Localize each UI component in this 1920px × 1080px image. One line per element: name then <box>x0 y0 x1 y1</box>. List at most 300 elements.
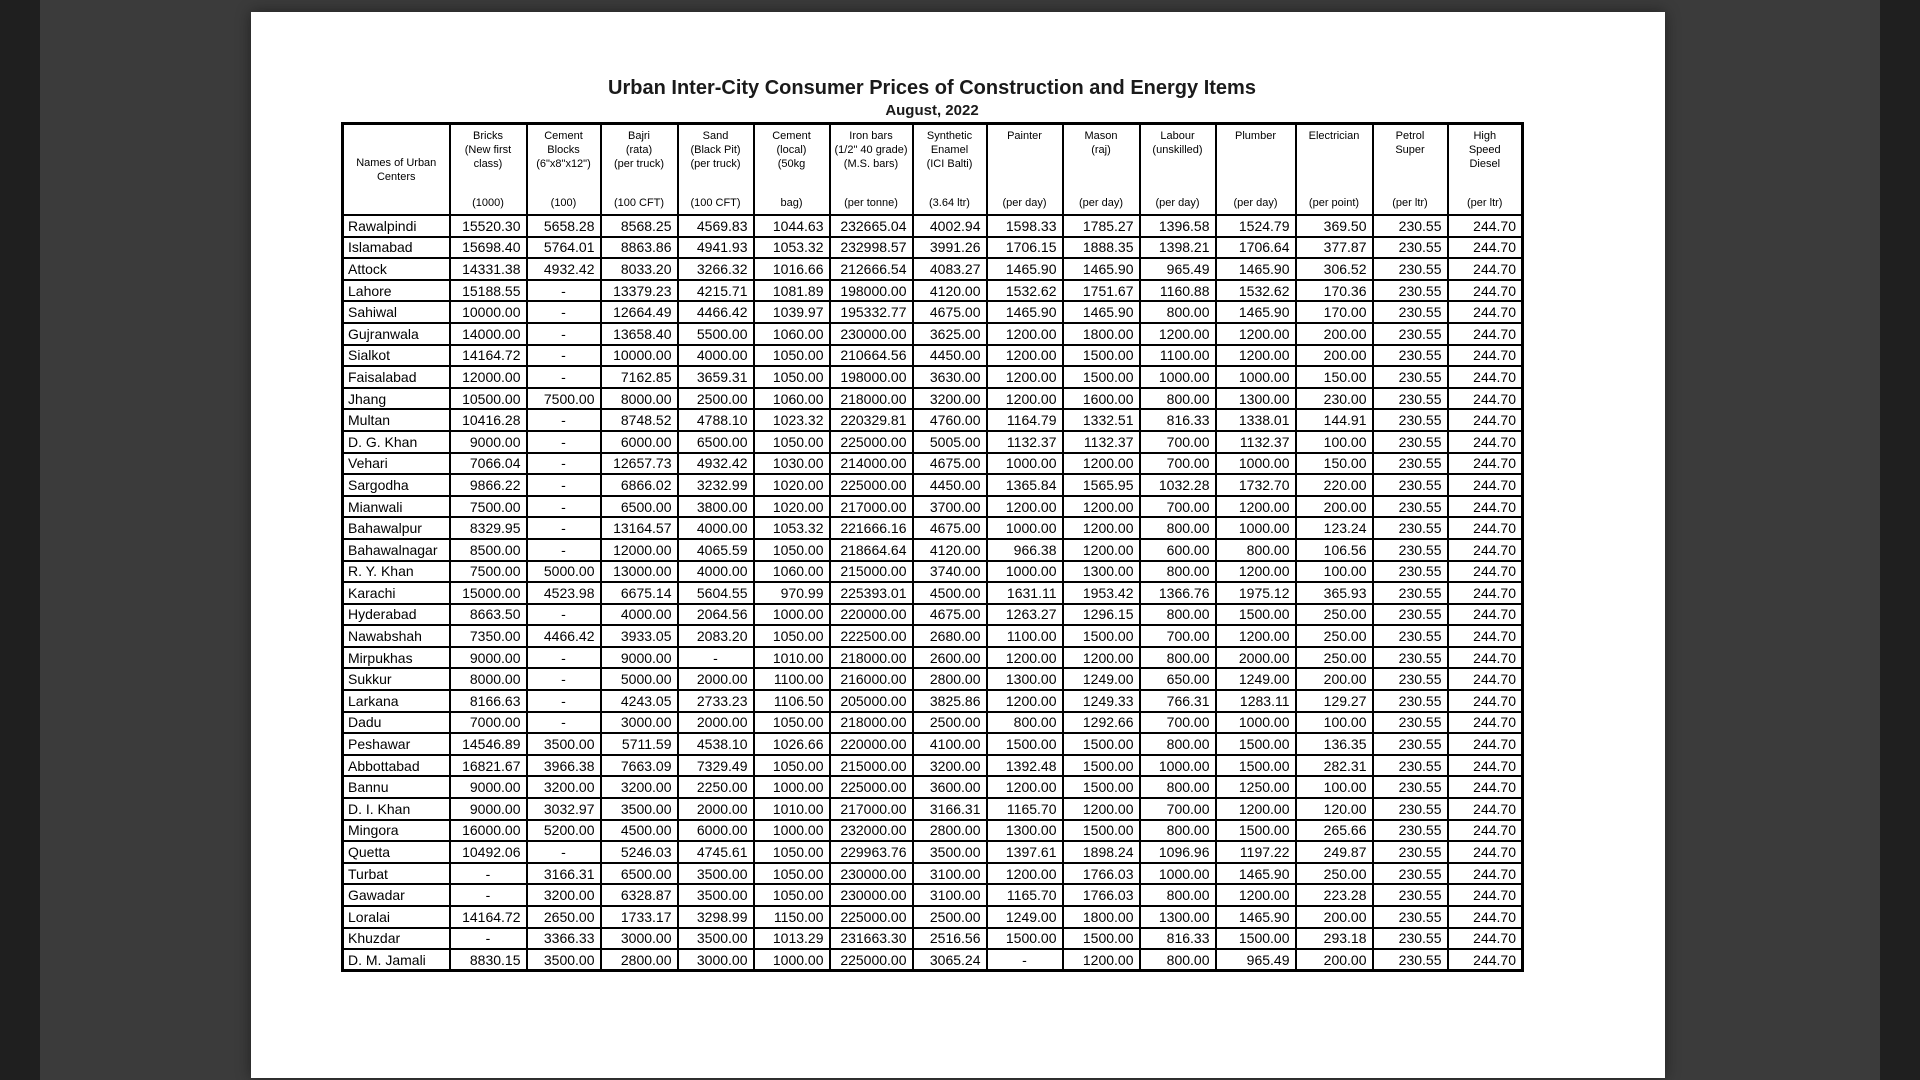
table-cell: - <box>527 323 601 345</box>
table-row <box>343 776 1523 798</box>
header-line: Bajri <box>627 130 650 142</box>
row-label: Sahiwal <box>343 301 450 323</box>
header-line: (per ltr) <box>1467 197 1503 209</box>
header-line: Painter <box>1007 130 1042 142</box>
header-line: (100) <box>550 197 577 209</box>
table-cell: 1249.00 <box>987 906 1063 928</box>
table-cell: 230.55 <box>1373 366 1448 388</box>
table-cell: 1200.00 <box>1063 647 1140 669</box>
table-cell: 244.70 <box>1448 712 1523 734</box>
table-cell: 6500.00 <box>601 863 678 885</box>
table-cell: 230.55 <box>1373 280 1448 302</box>
table-cell: 250.00 <box>1296 863 1373 885</box>
table-cell: 244.70 <box>1448 431 1523 453</box>
table-cell: 10000.00 <box>450 301 527 323</box>
table-cell: 1000.00 <box>754 776 830 798</box>
table-cell: 966.38 <box>987 539 1063 561</box>
table-cell: 1465.90 <box>1216 258 1296 280</box>
row-label: Mianwali <box>343 496 450 518</box>
table-cell: 1200.00 <box>987 863 1063 885</box>
table-cell: - <box>527 604 601 626</box>
table-cell: 230.55 <box>1373 301 1448 323</box>
table-cell: 1300.00 <box>1063 561 1140 583</box>
table-row <box>343 561 1523 583</box>
table-cell: 230.55 <box>1373 798 1448 820</box>
table-cell: 244.70 <box>1448 733 1523 755</box>
table-cell: 5764.01 <box>527 237 601 259</box>
header-line: bag) <box>780 197 803 209</box>
table-cell: 4100.00 <box>913 733 987 755</box>
table-cell: 244.70 <box>1448 884 1523 906</box>
row-label: Multan <box>343 409 450 431</box>
table-cell: 230.55 <box>1373 409 1448 431</box>
table-cell: 1500.00 <box>1063 345 1140 367</box>
table-cell: 225000.00 <box>830 906 913 928</box>
row-label: Karachi <box>343 582 450 604</box>
table-cell: 230.55 <box>1373 884 1448 906</box>
table-cell: 100.00 <box>1296 776 1373 798</box>
table-cell: - <box>527 453 601 475</box>
table-cell: 7350.00 <box>450 625 527 647</box>
table-cell: 244.70 <box>1448 820 1523 842</box>
table-cell: 1200.00 <box>1216 884 1296 906</box>
table-cell: 1060.00 <box>754 561 830 583</box>
table-cell: 244.70 <box>1448 237 1523 259</box>
table-cell: 1465.90 <box>1216 906 1296 928</box>
table-cell: 1160.88 <box>1140 280 1216 302</box>
table-row <box>343 604 1523 626</box>
table-cell: 5500.00 <box>678 323 754 345</box>
table-cell: 244.70 <box>1448 604 1523 626</box>
table-row <box>343 431 1523 453</box>
table-cell: 1200.00 <box>1140 323 1216 345</box>
table-cell: 1000.00 <box>1140 366 1216 388</box>
row-label: Mirpukhas <box>343 647 450 669</box>
table-cell: 5604.55 <box>678 582 754 604</box>
table-cell: 3991.26 <box>913 237 987 259</box>
table-cell: 217000.00 <box>830 798 913 820</box>
column-header-content <box>1141 125 1215 214</box>
table-cell: 4569.83 <box>678 215 754 237</box>
column-header-content <box>914 125 986 214</box>
table-cell: 8000.00 <box>450 668 527 690</box>
table-cell: 800.00 <box>1140 388 1216 410</box>
header-line: (100 CFT) <box>690 197 741 209</box>
table-cell: 4000.00 <box>678 345 754 367</box>
table-cell: 230.55 <box>1373 604 1448 626</box>
table-cell: 1165.70 <box>987 884 1063 906</box>
table-cell: 1300.00 <box>1216 388 1296 410</box>
column-header-content <box>344 125 449 214</box>
table-cell: 244.70 <box>1448 280 1523 302</box>
header-line: (1000) <box>472 197 504 209</box>
table-row <box>343 820 1523 842</box>
table-row <box>343 712 1523 734</box>
table-cell: 230.55 <box>1373 561 1448 583</box>
table-cell: 5000.00 <box>527 561 601 583</box>
table-cell: 14000.00 <box>450 323 527 345</box>
row-label: Sialkot <box>343 345 450 367</box>
table-cell: 230000.00 <box>830 323 913 345</box>
table-cell: 15000.00 <box>450 582 527 604</box>
table-cell: 1300.00 <box>987 820 1063 842</box>
table-cell: 1200.00 <box>1216 323 1296 345</box>
table-cell: 225393.01 <box>830 582 913 604</box>
table-cell: 3600.00 <box>913 776 987 798</box>
table-cell: 4450.00 <box>913 345 987 367</box>
table-row <box>343 668 1523 690</box>
row-label: Faisalabad <box>343 366 450 388</box>
table-cell: 1898.24 <box>1063 841 1140 863</box>
table-cell: 170.00 <box>1296 301 1373 323</box>
table-cell: 3232.99 <box>678 474 754 496</box>
table-cell: 3100.00 <box>913 884 987 906</box>
table-cell: 1000.00 <box>1140 863 1216 885</box>
table-cell: 1397.61 <box>987 841 1063 863</box>
table-cell: 800.00 <box>1216 539 1296 561</box>
table-cell: - <box>527 517 601 539</box>
table-cell: 244.70 <box>1448 258 1523 280</box>
table-cell: 13379.23 <box>601 280 678 302</box>
table-row <box>343 453 1523 475</box>
table-cell: 1465.90 <box>1216 863 1296 885</box>
table-cell: 230.55 <box>1373 841 1448 863</box>
table-cell: 1500.00 <box>1216 755 1296 777</box>
table-cell: 1000.00 <box>987 517 1063 539</box>
header-line: Blocks <box>547 144 580 156</box>
prices-table <box>341 122 1524 972</box>
table-cell: 1000.00 <box>754 820 830 842</box>
table-cell: 600.00 <box>1140 539 1216 561</box>
table-cell: 230.55 <box>1373 928 1448 950</box>
table-cell: 249.87 <box>1296 841 1373 863</box>
table-cell: 2000.00 <box>678 712 754 734</box>
table-cell: 1200.00 <box>987 690 1063 712</box>
table-cell: 800.00 <box>1140 820 1216 842</box>
table-cell: 13658.40 <box>601 323 678 345</box>
table-cell: 2083.20 <box>678 625 754 647</box>
table-cell: 1465.90 <box>987 301 1063 323</box>
table-cell: 1200.00 <box>1063 496 1140 518</box>
table-cell: 198000.00 <box>830 280 913 302</box>
table-cell: 3065.24 <box>913 949 987 971</box>
table-cell: - <box>527 539 601 561</box>
table-cell: 700.00 <box>1140 625 1216 647</box>
table-cell: 1396.58 <box>1140 215 1216 237</box>
table-cell: 766.31 <box>1140 690 1216 712</box>
row-label: Bannu <box>343 776 450 798</box>
table-cell: 3200.00 <box>527 776 601 798</box>
table-cell: 2000.00 <box>678 798 754 820</box>
table-cell: 250.00 <box>1296 625 1373 647</box>
table-row <box>343 496 1523 518</box>
table-cell: 150.00 <box>1296 453 1373 475</box>
table-cell: 1050.00 <box>754 431 830 453</box>
table-cell: 965.49 <box>1140 258 1216 280</box>
table-cell: 3800.00 <box>678 496 754 518</box>
document-subtitle: August, 2022 <box>885 102 979 119</box>
table-cell: 244.70 <box>1448 647 1523 669</box>
table-cell: 3166.31 <box>913 798 987 820</box>
table-cell: 4932.42 <box>678 453 754 475</box>
column-header-content <box>1217 125 1295 214</box>
column-header-diesel <box>1448 124 1523 216</box>
row-label: Larkana <box>343 690 450 712</box>
table-cell: 2500.00 <box>913 906 987 928</box>
table-cell: 230.00 <box>1296 388 1373 410</box>
table-cell: 230.55 <box>1373 776 1448 798</box>
table-cell: 1200.00 <box>1216 561 1296 583</box>
table-cell: 1132.37 <box>1063 431 1140 453</box>
table-cell: 244.70 <box>1448 561 1523 583</box>
table-cell: 13000.00 <box>601 561 678 583</box>
table-cell: 6866.02 <box>601 474 678 496</box>
table-cell: 2064.56 <box>678 604 754 626</box>
table-cell: - <box>527 366 601 388</box>
table-cell: 200.00 <box>1296 949 1373 971</box>
table-cell: 1565.95 <box>1063 474 1140 496</box>
table-row <box>343 884 1523 906</box>
table-cell: 7162.85 <box>601 366 678 388</box>
table-cell: 1532.62 <box>1216 280 1296 302</box>
table-cell: - <box>527 712 601 734</box>
table-cell: 15698.40 <box>450 237 527 259</box>
table-cell: 4083.27 <box>913 258 987 280</box>
row-label: Sukkur <box>343 668 450 690</box>
table-cell: 217000.00 <box>830 496 913 518</box>
table-cell: 1785.27 <box>1063 215 1140 237</box>
table-cell: 200.00 <box>1296 345 1373 367</box>
column-header-painter <box>987 124 1063 216</box>
table-cell: 222500.00 <box>830 625 913 647</box>
table-cell: 198000.00 <box>830 366 913 388</box>
table-cell: 9000.00 <box>450 431 527 453</box>
table-cell: 700.00 <box>1140 453 1216 475</box>
table-cell: 4932.42 <box>527 258 601 280</box>
table-cell: 1020.00 <box>754 496 830 518</box>
row-label: Mingora <box>343 820 450 842</box>
table-cell: 1300.00 <box>1140 906 1216 928</box>
table-cell: 244.70 <box>1448 409 1523 431</box>
table-cell: 282.31 <box>1296 755 1373 777</box>
table-cell: 230.55 <box>1373 431 1448 453</box>
table-cell: 1300.00 <box>987 668 1063 690</box>
table-cell: 120.00 <box>1296 798 1373 820</box>
column-header-content <box>679 125 753 214</box>
header-line: Super <box>1395 144 1425 156</box>
table-cell: 3630.00 <box>913 366 987 388</box>
table-cell: 1500.00 <box>1216 820 1296 842</box>
table-cell: 3966.38 <box>527 755 601 777</box>
table-cell: 8329.95 <box>450 517 527 539</box>
row-label: Bahawalnagar <box>343 539 450 561</box>
table-cell: 1249.33 <box>1063 690 1140 712</box>
table-cell: 100.00 <box>1296 561 1373 583</box>
table-cell: 230.55 <box>1373 712 1448 734</box>
table-cell: - <box>527 668 601 690</box>
table-cell: 3659.31 <box>678 366 754 388</box>
table-cell: 1100.00 <box>754 668 830 690</box>
table-cell: 123.24 <box>1296 517 1373 539</box>
table-cell: 1465.90 <box>1063 301 1140 323</box>
column-header-cement-blocks <box>527 124 601 216</box>
table-cell: 1000.00 <box>754 604 830 626</box>
table-cell: 230.55 <box>1373 258 1448 280</box>
table-cell: 1465.90 <box>987 258 1063 280</box>
column-header-content <box>755 125 829 214</box>
table-cell: 800.00 <box>1140 647 1216 669</box>
table-row <box>343 733 1523 755</box>
table-cell: 244.70 <box>1448 345 1523 367</box>
table-cell: 220000.00 <box>830 604 913 626</box>
table-cell: 1096.96 <box>1140 841 1216 863</box>
table-cell: 4675.00 <box>913 301 987 323</box>
column-header-bricks <box>450 124 527 216</box>
table-cell: 1532.62 <box>987 280 1063 302</box>
table-row <box>343 215 1523 237</box>
table-cell: 218664.64 <box>830 539 913 561</box>
table-cell: 3166.31 <box>527 863 601 885</box>
header-line: (ICI Balti) <box>926 158 973 170</box>
table-cell: 10500.00 <box>450 388 527 410</box>
table-cell: 232665.04 <box>830 215 913 237</box>
table-cell: 4000.00 <box>678 561 754 583</box>
header-line: (per day) <box>1155 197 1200 209</box>
header-line: Cement <box>544 130 583 142</box>
table-cell: 3000.00 <box>678 949 754 971</box>
table-cell: 14164.72 <box>450 906 527 928</box>
column-header-content <box>528 125 600 214</box>
table-cell: 1000.00 <box>1216 712 1296 734</box>
table-cell: - <box>450 928 527 950</box>
table-cell: 1398.21 <box>1140 237 1216 259</box>
table-cell: 4760.00 <box>913 409 987 431</box>
table-cell: 230.55 <box>1373 496 1448 518</box>
table-cell: 1000.00 <box>1216 366 1296 388</box>
table-cell: 7500.00 <box>450 561 527 583</box>
table-cell: 244.70 <box>1448 776 1523 798</box>
table-cell: 4500.00 <box>601 820 678 842</box>
table-cell: 250.00 <box>1296 647 1373 669</box>
table-cell: 1197.22 <box>1216 841 1296 863</box>
table-cell: 800.00 <box>987 712 1063 734</box>
table-cell: 1132.37 <box>1216 431 1296 453</box>
table-cell: 9000.00 <box>450 798 527 820</box>
header-line: class) <box>473 158 503 170</box>
header-line: (New first <box>464 144 512 156</box>
table-cell: 3500.00 <box>601 798 678 820</box>
table-cell: 244.70 <box>1448 496 1523 518</box>
column-header-bajri <box>601 124 678 216</box>
table-body <box>343 215 1523 971</box>
table-cell: 10416.28 <box>450 409 527 431</box>
column-header-content <box>451 125 526 214</box>
row-label: Dadu <box>343 712 450 734</box>
row-label: Hyderabad <box>343 604 450 626</box>
table-cell: 129.27 <box>1296 690 1373 712</box>
table-cell: 244.70 <box>1448 366 1523 388</box>
table-cell: 215000.00 <box>830 561 913 583</box>
table-cell: 800.00 <box>1140 733 1216 755</box>
table-cell: 1500.00 <box>1063 625 1140 647</box>
table-cell: - <box>678 647 754 669</box>
table-cell: 221666.16 <box>830 517 913 539</box>
table-cell: 4538.10 <box>678 733 754 755</box>
table-cell: 3200.00 <box>913 388 987 410</box>
table-cell: 13164.57 <box>601 517 678 539</box>
table-cell: 12657.73 <box>601 453 678 475</box>
table-cell: 212666.54 <box>830 258 913 280</box>
table-cell: - <box>527 409 601 431</box>
header-line: (Black Pit) <box>690 144 741 156</box>
table-cell: 1292.66 <box>1063 712 1140 734</box>
table-cell: 218000.00 <box>830 647 913 669</box>
table-cell: 230.55 <box>1373 388 1448 410</box>
table-cell: 1032.28 <box>1140 474 1216 496</box>
table-cell: 1465.90 <box>1063 258 1140 280</box>
table-cell: 12664.49 <box>601 301 678 323</box>
table-cell: 3366.33 <box>527 928 601 950</box>
row-label: Peshawar <box>343 733 450 755</box>
table-row <box>343 366 1523 388</box>
table-cell: 1023.32 <box>754 409 830 431</box>
table-cell: 4450.00 <box>913 474 987 496</box>
document-page <box>251 12 1665 1078</box>
table-cell: 244.70 <box>1448 906 1523 928</box>
table-cell: 244.70 <box>1448 690 1523 712</box>
table-row <box>343 949 1523 971</box>
header-line: Diesel <box>1469 158 1501 170</box>
header-line: Centers <box>376 170 416 183</box>
table-cell: 1800.00 <box>1063 323 1140 345</box>
table-cell: 230.55 <box>1373 949 1448 971</box>
table-cell: 3740.00 <box>913 561 987 583</box>
table-cell: 3200.00 <box>913 755 987 777</box>
header-line: (per day) <box>1233 197 1278 209</box>
table-cell: 14164.72 <box>450 345 527 367</box>
table-cell: 3825.86 <box>913 690 987 712</box>
table-cell: 15520.30 <box>450 215 527 237</box>
table-cell: 244.70 <box>1448 517 1523 539</box>
table-cell: 2800.00 <box>601 949 678 971</box>
header-line: (100 CFT) <box>613 197 665 209</box>
table-cell: 6500.00 <box>678 431 754 453</box>
table-cell: 6500.00 <box>601 496 678 518</box>
table-cell: 650.00 <box>1140 668 1216 690</box>
table-cell: 1249.00 <box>1216 668 1296 690</box>
column-header-content <box>1374 125 1447 214</box>
table-cell: 1060.00 <box>754 323 830 345</box>
table-cell: 816.33 <box>1140 928 1216 950</box>
table-row <box>343 582 1523 604</box>
table-cell: 800.00 <box>1140 884 1216 906</box>
header-line: (rata) <box>625 144 653 156</box>
table-cell: 230000.00 <box>830 863 913 885</box>
row-label: Islamabad <box>343 237 450 259</box>
table-cell: 1600.00 <box>1063 388 1140 410</box>
table-cell: 1200.00 <box>1216 798 1296 820</box>
table-cell: 4788.10 <box>678 409 754 431</box>
table-cell: 800.00 <box>1140 776 1216 798</box>
table-cell: 4675.00 <box>913 517 987 539</box>
table-cell: 2500.00 <box>913 712 987 734</box>
right-edge-bar <box>1880 0 1920 1080</box>
table-cell: 250.00 <box>1296 604 1373 626</box>
table-cell: 218000.00 <box>830 712 913 734</box>
table-cell: 244.70 <box>1448 474 1523 496</box>
header-line: (unskilled) <box>1152 144 1203 156</box>
table-cell: 3000.00 <box>601 712 678 734</box>
